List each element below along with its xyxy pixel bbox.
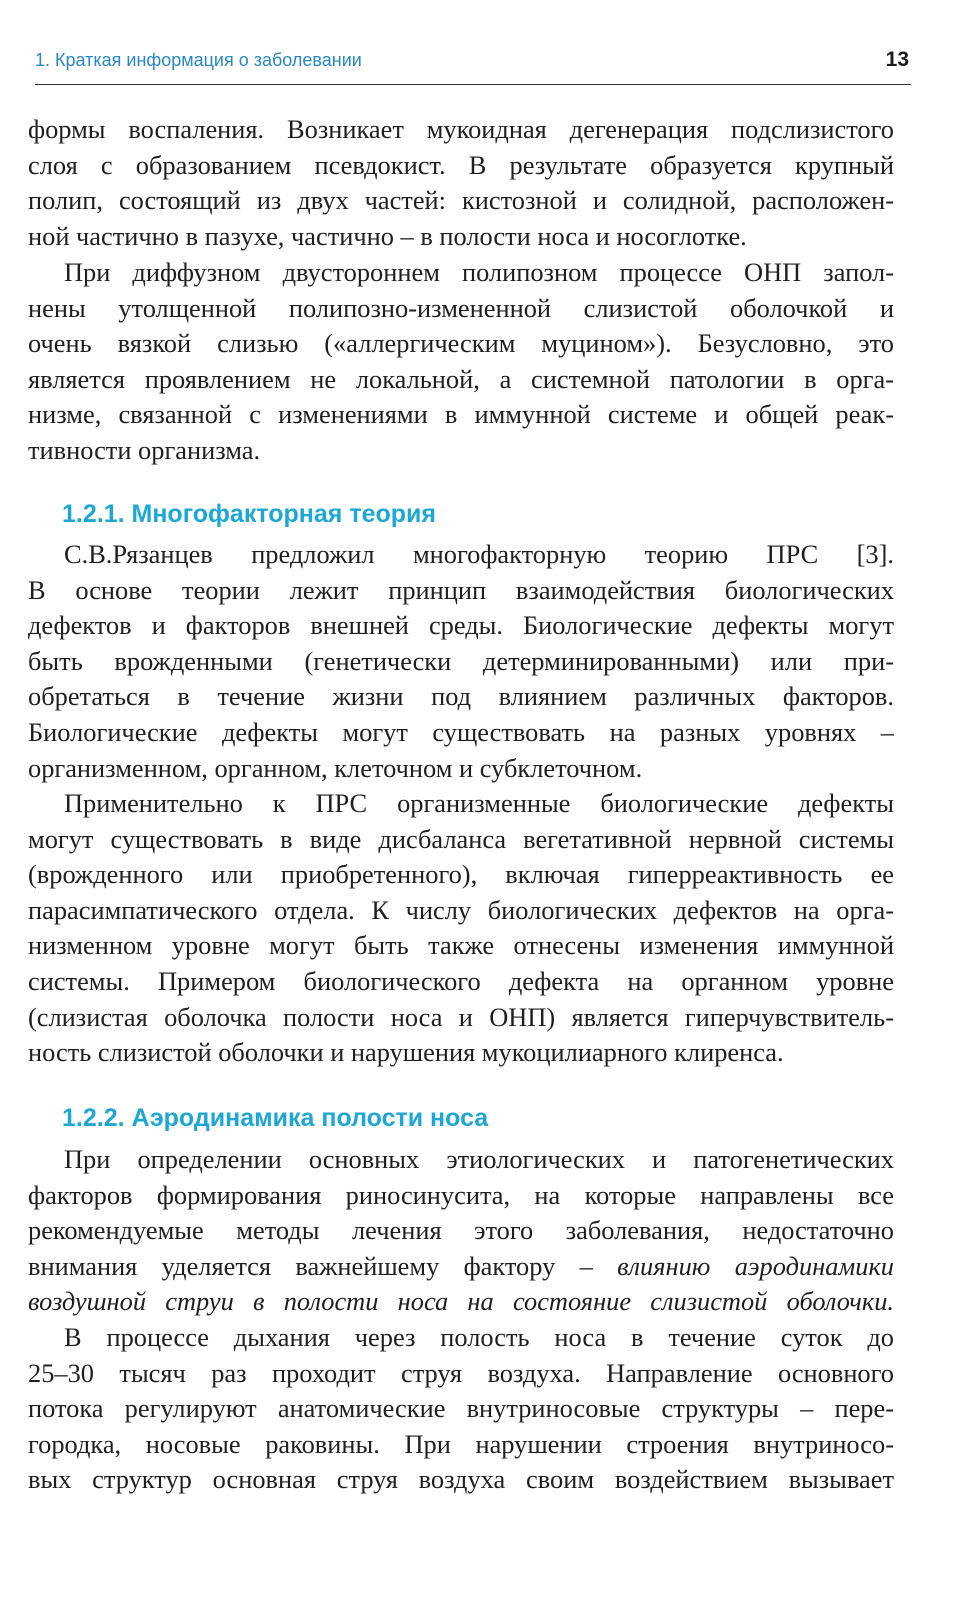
text-line bbox=[28, 1249, 894, 1285]
paragraph-3 bbox=[28, 537, 894, 786]
paragraph-5 bbox=[28, 1142, 894, 1320]
text-line: формы воспаления. Возникает мукоидная дегенерация подслизистого bbox=[28, 114, 894, 144]
text-line: низменном уровне могут быть также отнесены изменения иммунной bbox=[28, 930, 894, 961]
text-line: Применительно к ПРС организменные биологические дефекты bbox=[64, 788, 894, 818]
text-span: внимания уделяется важнейшему фактору – bbox=[28, 1250, 618, 1281]
text-line: могут существовать в виде дисбаланса вегетативной нервной системы bbox=[28, 823, 894, 854]
italic-emphasis: влиянию аэродинамики bbox=[617, 1250, 894, 1281]
text-line: рекомендуемые методы лечения этого заболевания, недостаточно bbox=[28, 1215, 894, 1246]
text-line: организменном, органном, клеточном и субклеточном. bbox=[28, 752, 643, 783]
text-line: слоя с образованием псевдокист. В результате образуется крупный bbox=[28, 149, 894, 180]
text-line: потока регулируют анатомические внутриносовые структуры – пере- bbox=[28, 1393, 894, 1424]
paragraph-4 bbox=[28, 786, 894, 1071]
italic-emphasis: воздушной струи в полости носа на состояние слизистой оболочки. bbox=[28, 1286, 894, 1317]
text-line: Биологические дефекты могут существовать на разных уровнях – bbox=[28, 716, 894, 747]
running-head bbox=[35, 44, 911, 85]
text-line: ность слизистой оболочки и нарушения мукоцилиарного клиренса. bbox=[28, 1037, 784, 1068]
text-line: дефектов и факторов внешней среды. Биологические дефекты могут bbox=[28, 610, 894, 641]
paragraph-6 bbox=[28, 1320, 894, 1498]
chapter-title: 1. Краткая информация о заболевании bbox=[35, 50, 362, 70]
text-line: нены утолщенной полипозно-измененной слизистой оболочкой и bbox=[28, 292, 894, 323]
section-heading-1-2-1: 1.2.1. Многофакторная теория bbox=[62, 500, 436, 528]
text-line: является проявлением не локальной, а системной патологии в орга- bbox=[28, 363, 894, 394]
text-line: системы. Примером биологического дефекта на органном уровне bbox=[28, 965, 894, 996]
text-line: низме, связанной с изменениями в иммунной системе и общей реак- bbox=[28, 399, 894, 430]
text-line: парасимпатического отдела. К числу биологических дефектов на орга- bbox=[28, 894, 894, 925]
text-line: быть врожденными (генетически детерминированными) или при- bbox=[28, 645, 894, 676]
text-line: очень вязкой слизью («аллергическим муцином»). Безусловно, это bbox=[28, 328, 894, 359]
page-number: 13 bbox=[885, 48, 909, 71]
section-heading-1-2-2: 1.2.2. Аэродинамика полости носа bbox=[62, 1104, 489, 1132]
paragraph-2 bbox=[28, 255, 894, 469]
text-line: (врожденного или приобретенного), включая гиперреактивность ее bbox=[28, 859, 894, 890]
text-line: 25–30 тысяч раз проходит струя воздуха. Направление основного bbox=[28, 1357, 894, 1388]
text-line: полип, состоящий из двух частей: кистозной и солидной, расположен- bbox=[28, 185, 894, 216]
text-line: (слизистая оболочка полости носа и ОНП) является гиперчувствитель- bbox=[28, 1001, 894, 1032]
text-line: вых структур основная струя воздуха своим воздействием вызывает bbox=[28, 1464, 894, 1495]
text-line: При диффузном двустороннем полипозном процессе ОНП запол- bbox=[64, 257, 894, 287]
paragraph-1 bbox=[28, 112, 894, 254]
text-line: городка, носовые раковины. При нарушении строения внутриносо- bbox=[28, 1428, 894, 1459]
text-line: В процессе дыхания через полость носа в течение суток до bbox=[64, 1322, 894, 1352]
text-line: ной частично в пазухе, частично – в полости носа и носоглотке. bbox=[28, 220, 747, 251]
text-line: обретаться в течение жизни под влиянием различных факторов. bbox=[28, 681, 894, 712]
text-line: факторов формирования риносинусита, на которые направлены все bbox=[28, 1179, 894, 1210]
text-line: В основе теории лежит принцип взаимодействия биологических bbox=[28, 574, 894, 605]
text-line: При определении основных этиологических и патогенетических bbox=[64, 1144, 894, 1174]
text-line: С.В.Рязанцев предложил многофакторную теорию ПРС [3]. bbox=[64, 539, 894, 569]
text-line: тивности организма. bbox=[28, 434, 261, 465]
